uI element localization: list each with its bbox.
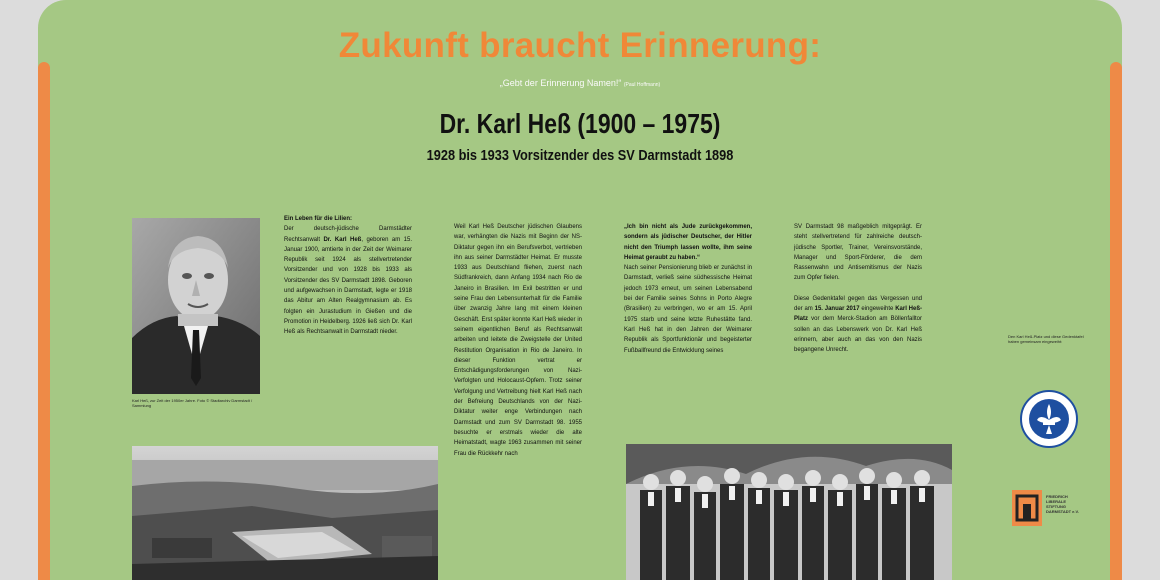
column-4-paragraph-1: SV Darmstadt 98 maßgeblich mitgeprägt. Er steht stellvertretend für zahlreiche deutsch-jüdische Sportler, Trainer, Vereinsvorstände, Manager und Sport-Förderer, die dem Rassenwahn und Antisemitismus der Nazis zum Opfer fielen. (794, 224, 922, 282)
portrait-image (132, 218, 260, 394)
foundation-name: FRIEDRICH LIBERALE STIFTUNG DARMSTADT e.V. (1046, 494, 1079, 514)
headline: Zukunft braucht Erinnerung: (338, 26, 822, 65)
motto-quote (0, 78, 1160, 88)
text-column-1 (284, 214, 412, 338)
column-4-text-b: eingeweihte (861, 306, 894, 313)
sv-darmstadt-logo (1020, 390, 1078, 448)
foundation-mark-icon (1012, 490, 1042, 526)
left-orange-bar (38, 62, 50, 580)
column-1-heading: Ein Leben für die Lilien: (284, 216, 353, 222)
group-image (626, 444, 952, 580)
column-1-text-rest: , geboren am 15. Januar 1900, amtierte in der Zeit der Weimarer Republik seit 1924 als stellvertretender Vorsitzender und von 1928 bis 1933 als Vorsitzender des SV Darmstadt 1898. Geboren und aufgewachsen in Darmstadt, legte er 1918 das Abitur am Alten Realgymnasium ab. Es folgten ein Jurastudium in Gießen und die Promotion in Heidelberg. 1926 ließ sich Dr. Karl Heß als Rechtsanwalt in Darmstadt nieder. (284, 236, 412, 336)
motto-text: „Gebt der Erinnerung Namen!“ (499, 78, 622, 88)
column-4-paragraph-2 (794, 294, 922, 356)
portrait-caption: Karl Heß, zur Zeit der 1950er Jahre. Foto © Stadtarchiv Darmstadt / Sammlung (132, 398, 253, 408)
square-name: Karl Heß-Platz (794, 306, 922, 323)
inauguration-date: 15. Januar 2017 (814, 306, 860, 313)
motto-source: (Paul Hoffmann) (623, 82, 661, 88)
column-3-quote: „Ich bin nicht als Jude zurückgekommen, sondern als jüdischer Deutscher, der Hitler nicht den Triumph lassen wollte, ihm seine Heimat geraubt zu haben.“ (624, 224, 752, 261)
column-3-paragraph: Nach seiner Pensionierung blieb er zunächst in Darmstadt, verließ seine südhessische Heimat jedoch 1973 erneut, um seinen Lebensabend bei der Familie seines Sohns in Porto Alegre (Brasilien) zu verbringen, wo er am 15. April 1975 starb und seine letzte Ruhestätte fand. Karl Heß hat in den Jahren der Weimarer Republik als Sportfunktionär und begeisterter Fußballfreund die Entwicklung seines (624, 265, 752, 354)
text-column-2 (454, 222, 582, 459)
aerial-stadium-photo (132, 446, 438, 580)
page-subtitle: 1928 bis 1933 Vorsitzender des SV Darmstadt 1898 (426, 147, 734, 164)
column-4-text-c: vor dem Merck-Stadion am Böllenfalltor sollen an das Lebenswerk von Dr. Karl Heß erinnern, aber auch an das von den Nazis begangene Unrecht. (794, 316, 922, 354)
column-2-paragraph: Weil Karl Heß Deutscher jüdischen Glaubens war, verhängten die Nazis mit Beginn der NS-Diktatur gegen ihn ein Berufsverbot, vertrieben ihn aus seiner Darmstädter Heimat. Er musste 1933 aus Deutschland fliehen, zuerst nach Südfrankreich, dann Anfang 1934 nach Rio de Janeiro in Brasilien. Im Exil bestritten er und seine Frau den Lebensunterhalt für die Familie über zwanzig Jahre lang mit einem kleinen Geschäft. Erst später konnte Karl Heß wieder in seinem eigentlichen Beruf als Rechtsanwalt arbeiten und leitete die Zweigstelle der United Restitution Organisation in Rio de Janeiro. In dieser Funktion vertrat er Entschädigungsforderungen von Nazi-Verfolgten und Holocaust-Opfern. Trotz seiner Verfolgung und Vertreibung hielt Karl Heß nach der Befreiung Deutschlands von der Nazi-Diktatur weiter enge Verbindungen nach Darmstadt und zum SV Darmstadt 98. 1955 besuchte er erstmals wieder die alte Heimatstadt, wagte 1963 zusammen mit seiner Frau die Rückkehr nach (454, 224, 582, 457)
column-1-paragraph (284, 224, 412, 337)
column-1-text: Der deutsch-jüdische Darmstädter Rechtsanwalt (284, 226, 412, 243)
lily-crest-icon (1020, 390, 1078, 448)
aerial-image (132, 446, 438, 580)
text-column-3 (624, 222, 752, 356)
column-4-text-a: Diese Gedenktafel gegen das Vergessen und der am (794, 295, 922, 313)
team-group-photo (626, 444, 952, 580)
portrait-photo (132, 218, 260, 394)
page-title: Dr. Karl Heß (1900 – 1975) (439, 108, 721, 139)
karl-hess-name: Dr. Karl Heß (323, 236, 362, 243)
liberale-stiftung-logo (1012, 490, 1086, 530)
right-orange-bar (1110, 62, 1122, 580)
text-column-4 (794, 222, 922, 356)
side-note: Den Karl Heß-Platz und diese Gedenktafel haben gemeinsam eingeweiht: (1008, 334, 1084, 344)
